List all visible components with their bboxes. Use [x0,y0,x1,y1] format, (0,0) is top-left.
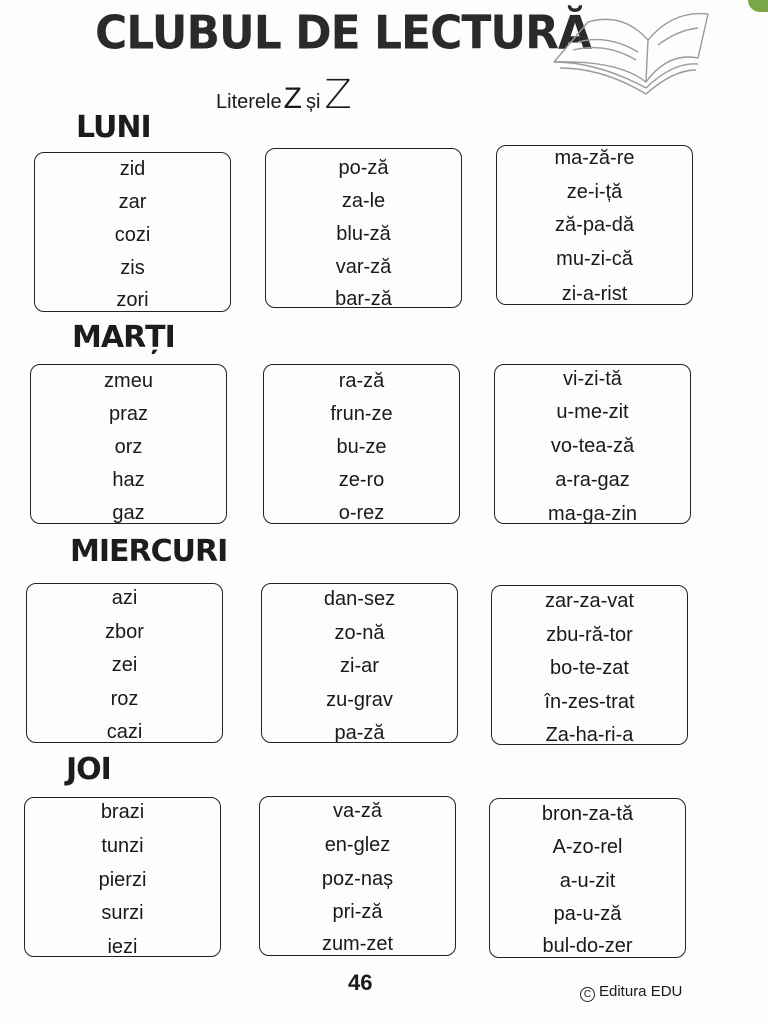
open-book-icon [548,0,718,100]
word: zum-zet [321,933,394,955]
word: ze-i-ță [566,181,623,203]
word: surzi [101,902,144,924]
word: orz [114,436,143,458]
word-box [259,796,456,956]
word: cazi [106,721,143,743]
word: zbu-ră-tor [546,624,633,646]
word: zar [118,191,147,213]
word: pa-ză [334,722,385,744]
word: dan-sez [323,588,396,610]
word: azi [111,587,138,609]
letter-lowercase: Z [324,72,352,118]
publisher-credit [580,983,682,1002]
word: în-zes-trat [544,691,635,713]
word: ze-ro [338,469,385,491]
copyright-icon: C [580,987,595,1002]
word: zu-grav [326,689,393,711]
word: u-me-zit [556,401,629,423]
word: praz [109,403,148,425]
word: zmeu [104,370,153,392]
word: ra-ză [338,370,385,392]
day-heading: JOI [66,752,111,787]
word: blu-ză [336,223,391,245]
word: bron-za-tă [541,803,634,825]
word-box [24,797,221,957]
subtitle-label: Literele [216,91,282,113]
word: va-ză [333,800,382,822]
word: iezi [107,936,138,958]
letter-uppercase: Z [283,82,302,115]
word: pierzi [98,869,147,891]
leaf-decoration [748,0,768,12]
day-heading: MARȚI [72,320,175,355]
word: brazi [100,801,145,823]
word: bu-ze [336,436,387,458]
word: bo-te-zat [550,657,629,679]
word-box [26,583,223,743]
word: en-glez [324,834,391,856]
word: var-ză [335,256,392,278]
word-box [494,364,691,524]
word-box [30,364,227,524]
word: A-zo-rel [552,836,623,858]
word: mu-zi-că [556,248,633,270]
word-box [265,148,462,308]
word: za-le [341,190,386,212]
word: roz [110,688,139,710]
page-number: 46 [348,970,373,995]
word: bul-do-zer [542,935,633,957]
word: zei [111,654,138,676]
word-box [491,585,688,745]
word: haz [112,469,145,491]
word: zori [116,289,149,311]
word: zo-nă [334,622,385,644]
word: Za-ha-ri-a [545,724,634,746]
subtitle-connector: și [305,91,321,113]
word: bar-ză [335,288,392,310]
word: tunzi [101,835,144,857]
word: vo-tea-ză [550,435,635,457]
subtitle [216,72,352,118]
word: zar-za-vat [545,590,634,612]
word: a-ra-gaz [555,469,630,491]
word: a-u-zit [559,870,616,892]
word-box [496,145,693,305]
word: zis [120,257,145,279]
day-heading: LUNI [76,110,151,145]
word-box [263,364,460,524]
word-box [261,583,458,743]
day-heading: MIERCURI [70,534,228,569]
word: gaz [112,502,145,524]
word: zid [119,158,146,180]
word: po-ză [338,157,389,179]
word: zbor [105,621,144,643]
word: ma-ză-re [554,147,635,169]
word: vi-zi-tă [563,368,622,390]
word: frun-ze [330,403,393,425]
word: zi-ar [340,655,379,677]
word: zi-a-rist [561,283,628,305]
word: poz-naș [321,868,394,890]
word: cozi [114,224,151,246]
word: o-rez [338,502,385,524]
word: pa-u-ză [553,903,622,925]
page-title: CLUBUL DE LECTURĂ [95,6,592,61]
word: ză-pa-dă [555,214,634,236]
word-box [489,798,686,958]
word: pri-ză [332,901,383,923]
word-box [34,152,231,312]
word: ma-ga-zin [548,503,637,525]
publisher-name: Editura EDU [599,983,683,1000]
